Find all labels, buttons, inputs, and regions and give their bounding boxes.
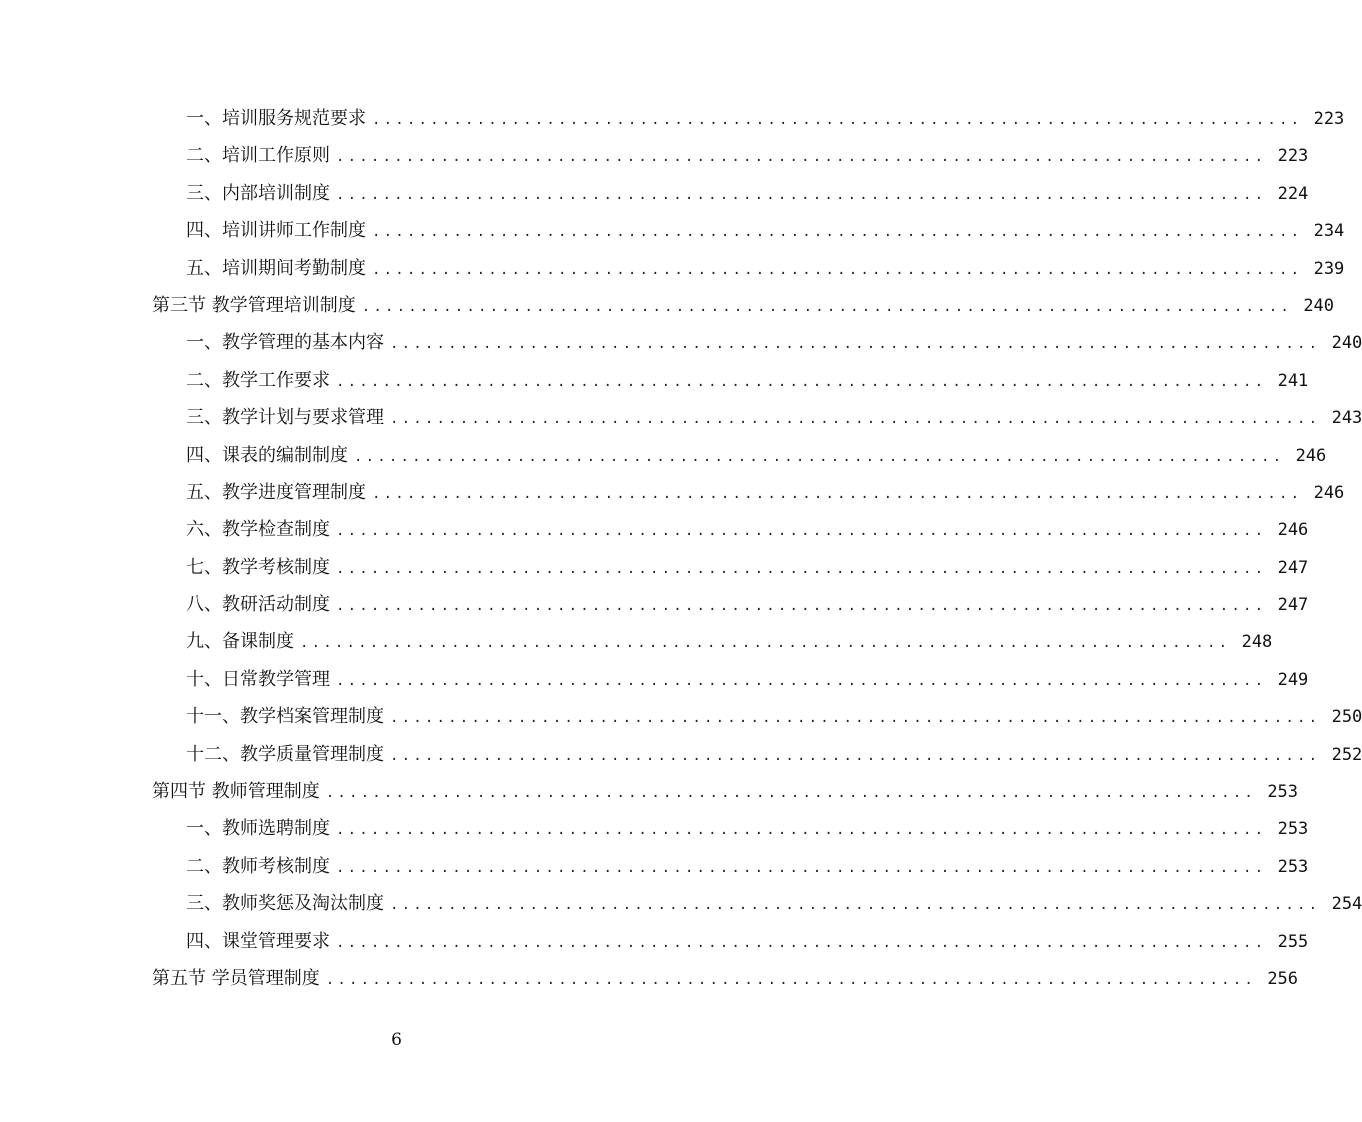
- toc-dot-leader: ................................................................................: [336, 560, 1267, 577]
- toc-entry-title: 七、教学考核制度: [186, 556, 330, 578]
- toc-dot-leader: ................................................................................: [336, 859, 1267, 876]
- toc-dot-leader: ................................................................................: [390, 897, 1321, 914]
- toc-entry[interactable]: [152, 437, 1327, 474]
- toc-entry[interactable]: [152, 287, 1335, 324]
- toc-entry-title: 第三节 教学管理培训制度: [152, 294, 356, 316]
- toc-entry-page: 246: [1277, 520, 1309, 541]
- toc-entry-page: 253: [1277, 819, 1309, 840]
- toc-entry[interactable]: [152, 324, 1362, 361]
- toc-entry[interactable]: [152, 623, 1273, 660]
- toc-entry-title: 五、培训期间考勤制度: [186, 257, 366, 279]
- toc-entry-title: 五、教学进度管理制度: [186, 481, 366, 503]
- toc-entry[interactable]: [152, 736, 1362, 773]
- toc-entry[interactable]: [152, 250, 1345, 287]
- toc-entry-page: 250: [1331, 707, 1362, 728]
- table-of-contents: [152, 100, 1362, 997]
- toc-dot-leader: ................................................................................: [300, 635, 1231, 652]
- toc-entry-page: 246: [1295, 445, 1327, 466]
- toc-entry-title: 第四节 教师管理制度: [152, 781, 320, 803]
- toc-dot-leader: ................................................................................: [372, 224, 1303, 241]
- toc-entry[interactable]: [152, 661, 1309, 698]
- toc-entry-title: 二、培训工作原则: [186, 145, 330, 167]
- toc-entry-title: 四、培训讲师工作制度: [186, 220, 366, 242]
- toc-entry[interactable]: [152, 923, 1309, 960]
- toc-entry-title: 十一、教学档案管理制度: [186, 706, 384, 728]
- toc-entry-title: 三、教师奖惩及淘汰制度: [186, 893, 384, 915]
- toc-entry[interactable]: [152, 698, 1362, 735]
- toc-entry-page: 253: [1267, 782, 1299, 803]
- toc-entry-page: 252: [1331, 744, 1362, 765]
- toc-entry-page: 246: [1313, 482, 1345, 503]
- toc-dot-leader: ................................................................................: [390, 710, 1321, 727]
- toc-entry-page: 254: [1331, 894, 1362, 915]
- toc-dot-leader: ................................................................................: [336, 149, 1267, 166]
- toc-entry-title: 三、教学计划与要求管理: [186, 407, 384, 429]
- toc-entry[interactable]: [152, 137, 1309, 174]
- toc-entry[interactable]: [152, 511, 1309, 548]
- toc-entry[interactable]: [152, 362, 1309, 399]
- toc-entry[interactable]: [152, 212, 1345, 249]
- toc-entry[interactable]: [152, 399, 1362, 436]
- toc-dot-leader: ................................................................................: [390, 411, 1321, 428]
- toc-entry-page: 223: [1277, 146, 1309, 167]
- toc-entry[interactable]: [152, 549, 1309, 586]
- toc-dot-leader: ................................................................................: [354, 448, 1285, 465]
- toc-entry[interactable]: [152, 773, 1299, 810]
- toc-entry-title: 八、教研活动制度: [186, 594, 330, 616]
- toc-entry-page: 223: [1313, 109, 1345, 129]
- toc-entry[interactable]: [152, 474, 1345, 511]
- toc-entry-title: 一、教学管理的基本内容: [186, 332, 384, 354]
- toc-entry-title: 三、内部培训制度: [186, 182, 330, 204]
- toc-entry-page: 234: [1313, 221, 1345, 242]
- toc-dot-leader: ................................................................................: [325, 785, 1257, 802]
- toc-dot-leader: ................................................................................: [336, 523, 1267, 540]
- toc-dot-leader: ................................................................................: [336, 598, 1267, 615]
- toc-entry-title: 六、教学检查制度: [186, 519, 330, 541]
- toc-entry[interactable]: [152, 175, 1309, 212]
- toc-entry[interactable]: [152, 960, 1299, 997]
- toc-dot-leader: ................................................................................: [390, 747, 1321, 764]
- toc-entry[interactable]: [152, 848, 1309, 885]
- toc-entry-page: 241: [1277, 370, 1309, 391]
- toc-entry-title: 二、教学工作要求: [186, 369, 330, 391]
- toc-entry-title: 四、课堂管理要求: [186, 930, 330, 952]
- toc-entry[interactable]: [152, 885, 1362, 922]
- toc-entry-title: 十、日常教学管理: [186, 668, 330, 690]
- toc-entry-page: 256: [1267, 968, 1299, 989]
- toc-entry-page: 240: [1331, 333, 1362, 354]
- toc-entry-page: 247: [1277, 557, 1309, 578]
- toc-entry-page: 253: [1277, 856, 1309, 877]
- toc-entry-page: 249: [1277, 669, 1309, 690]
- toc-entry-title: 第五节 学员管理制度: [152, 967, 320, 989]
- toc-entry[interactable]: [152, 100, 1345, 137]
- toc-dot-leader: ................................................................................: [336, 373, 1267, 390]
- toc-dot-leader: ................................................................................: [336, 822, 1267, 839]
- toc-dot-leader: ................................................................................: [372, 112, 1303, 128]
- toc-entry-title: 一、培训服务规范要求: [186, 108, 366, 129]
- toc-dot-leader: ................................................................................: [361, 298, 1293, 315]
- toc-entry-page: 224: [1277, 183, 1309, 204]
- toc-entry-title: 四、课表的编制制度: [186, 444, 348, 466]
- toc-dot-leader: ................................................................................: [336, 186, 1267, 203]
- page-number: 6: [391, 1030, 402, 1050]
- toc-entry-page: 239: [1313, 258, 1345, 279]
- toc-entry-title: 二、教师考核制度: [186, 855, 330, 877]
- toc-entry-page: 243: [1331, 408, 1362, 429]
- toc-dot-leader: ................................................................................: [325, 971, 1257, 988]
- toc-entry-title: 十二、教学质量管理制度: [186, 743, 384, 765]
- toc-entry-page: 240: [1303, 295, 1335, 316]
- toc-dot-leader: ................................................................................: [336, 672, 1267, 689]
- toc-entry-page: 255: [1277, 931, 1309, 952]
- toc-entry-page: 248: [1241, 632, 1273, 653]
- toc-entry[interactable]: [152, 810, 1309, 847]
- toc-entry[interactable]: [152, 586, 1309, 623]
- toc-dot-leader: ................................................................................: [372, 485, 1303, 502]
- toc-entry-title: 九、备课制度: [186, 631, 294, 653]
- toc-dot-leader: ................................................................................: [372, 261, 1303, 278]
- toc-dot-leader: ................................................................................: [336, 934, 1267, 951]
- toc-entry-title: 一、教师选聘制度: [186, 818, 330, 840]
- toc-entry-page: 247: [1277, 595, 1309, 616]
- toc-dot-leader: ................................................................................: [390, 336, 1321, 353]
